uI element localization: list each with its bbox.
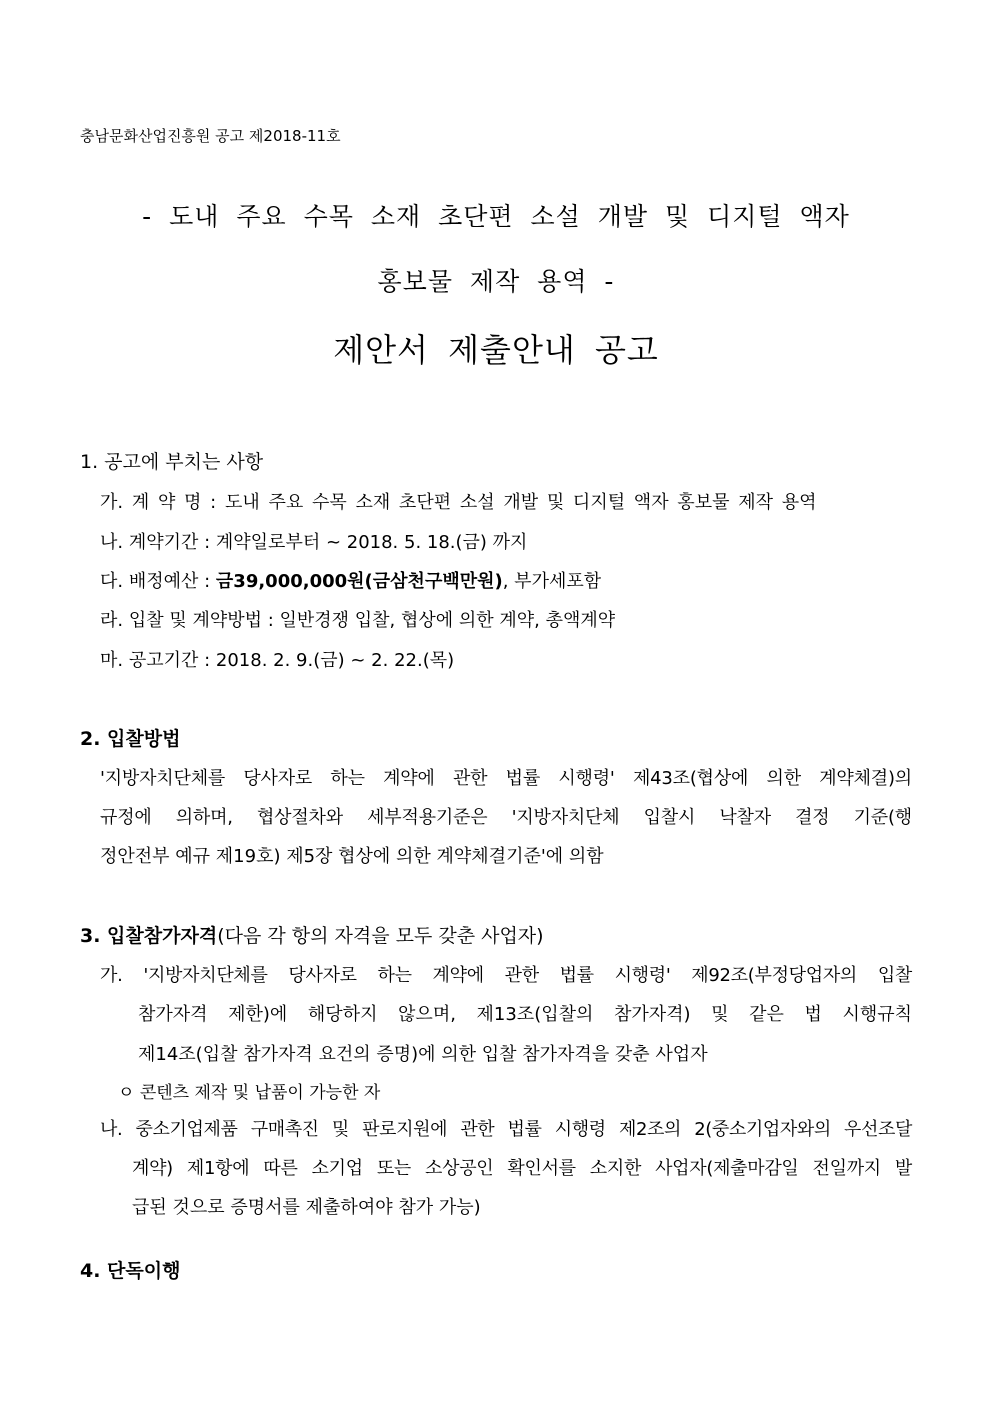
qualification-a-line-3: 제14조(입찰 참가자격 요건의 증명)에 의한 입찰 참가자격을 갖춘 사업자 xyxy=(138,1044,708,1065)
contract-name: 가. 계 약 명 : 도내 주요 수목 소재 초단편 소설 개발 및 디지털 액자 홍보물 제작 용역 xyxy=(100,492,817,513)
budget xyxy=(100,567,601,593)
qualification-a-line-2: 참가자격 제한)에 해당하지 않으며, 제13조(입찰의 참가자격) 및 같은 법 시행규칙 xyxy=(138,1004,912,1025)
notice-period: 마. 공고기간 : 2018. 2. 9.(금) ~ 2. 22.(목) xyxy=(100,650,455,671)
section-2-heading xyxy=(80,724,180,751)
section-3-title: 3. 입찰참가자격 xyxy=(80,925,218,947)
qualification-b-line-2: 계약) 제1항에 따른 소기업 또는 소상공인 확인서를 소지한 사업자(제출마감일 전일까지 발 xyxy=(132,1158,912,1179)
bid-method-line-1: '지방자치단체를 당사자로 하는 계약에 관한 법률 시행령' 제43조(협상에 의한 계약체결)의 xyxy=(100,768,912,789)
qualification-a-line-1: 가. '지방자치단체를 당사자로 하는 계약에 관한 법률 시행령' 제92조(부정당업자의 입찰 xyxy=(100,965,912,986)
section-2-title: 2. 입찰방법 xyxy=(80,728,181,750)
qualification-b-line-1: 나. 중소기업제품 구매촉진 및 판로지원에 관한 법률 시행령 제2조의 2(중소기업자와의 우선조달 xyxy=(100,1119,912,1140)
section-3-heading xyxy=(80,921,544,948)
main-title: 제안서 제출안내 공고 xyxy=(333,331,659,369)
notice-number: 충남문화산업진흥원 공고 제2018-11호 xyxy=(80,127,341,145)
bid-method-line-2: 규정에 의하며, 협상절차와 세부적용기준은 '지방자치단체 입찰시 낙찰자 결정 기준(행 xyxy=(100,807,912,828)
budget-label: 다. 배정예산 : xyxy=(100,571,216,592)
contract-method: 라. 입찰 및 계약방법 : 일반경쟁 입찰, 협상에 의한 계약, 총액계약 xyxy=(100,610,616,631)
budget-vat: , 부가세포함 xyxy=(502,571,602,592)
bid-method-line-3: 정안전부 예규 제19호) 제5장 협상에 의한 계약체결기준'에 의함 xyxy=(100,846,604,867)
section-4-heading xyxy=(80,1256,180,1283)
section-3-note: (다음 각 항의 자격을 모두 갖춘 사업자) xyxy=(217,925,544,947)
budget-amount: 금39,000,000원(금삼천구백만원) xyxy=(215,571,503,592)
section-1-heading: 1. 공고에 부치는 사항 xyxy=(80,451,264,473)
qualification-b-line-3: 급된 것으로 증명서를 제출하여야 참가 가능) xyxy=(132,1197,481,1218)
title-line-1: - 도내 주요 수목 소재 초단편 소설 개발 및 디지털 액자 xyxy=(142,202,850,231)
title-line-2: 홍보물 제작 용역 - xyxy=(377,267,615,296)
qualification-a-sub: ㅇ 콘텐츠 제작 및 납품이 가능한 자 xyxy=(118,1083,381,1103)
contract-period: 나. 계약기간 : 계약일로부터 ~ 2018. 5. 18.(금) 까지 xyxy=(100,532,528,553)
section-4-title: 4. 단독이행 xyxy=(80,1260,181,1282)
